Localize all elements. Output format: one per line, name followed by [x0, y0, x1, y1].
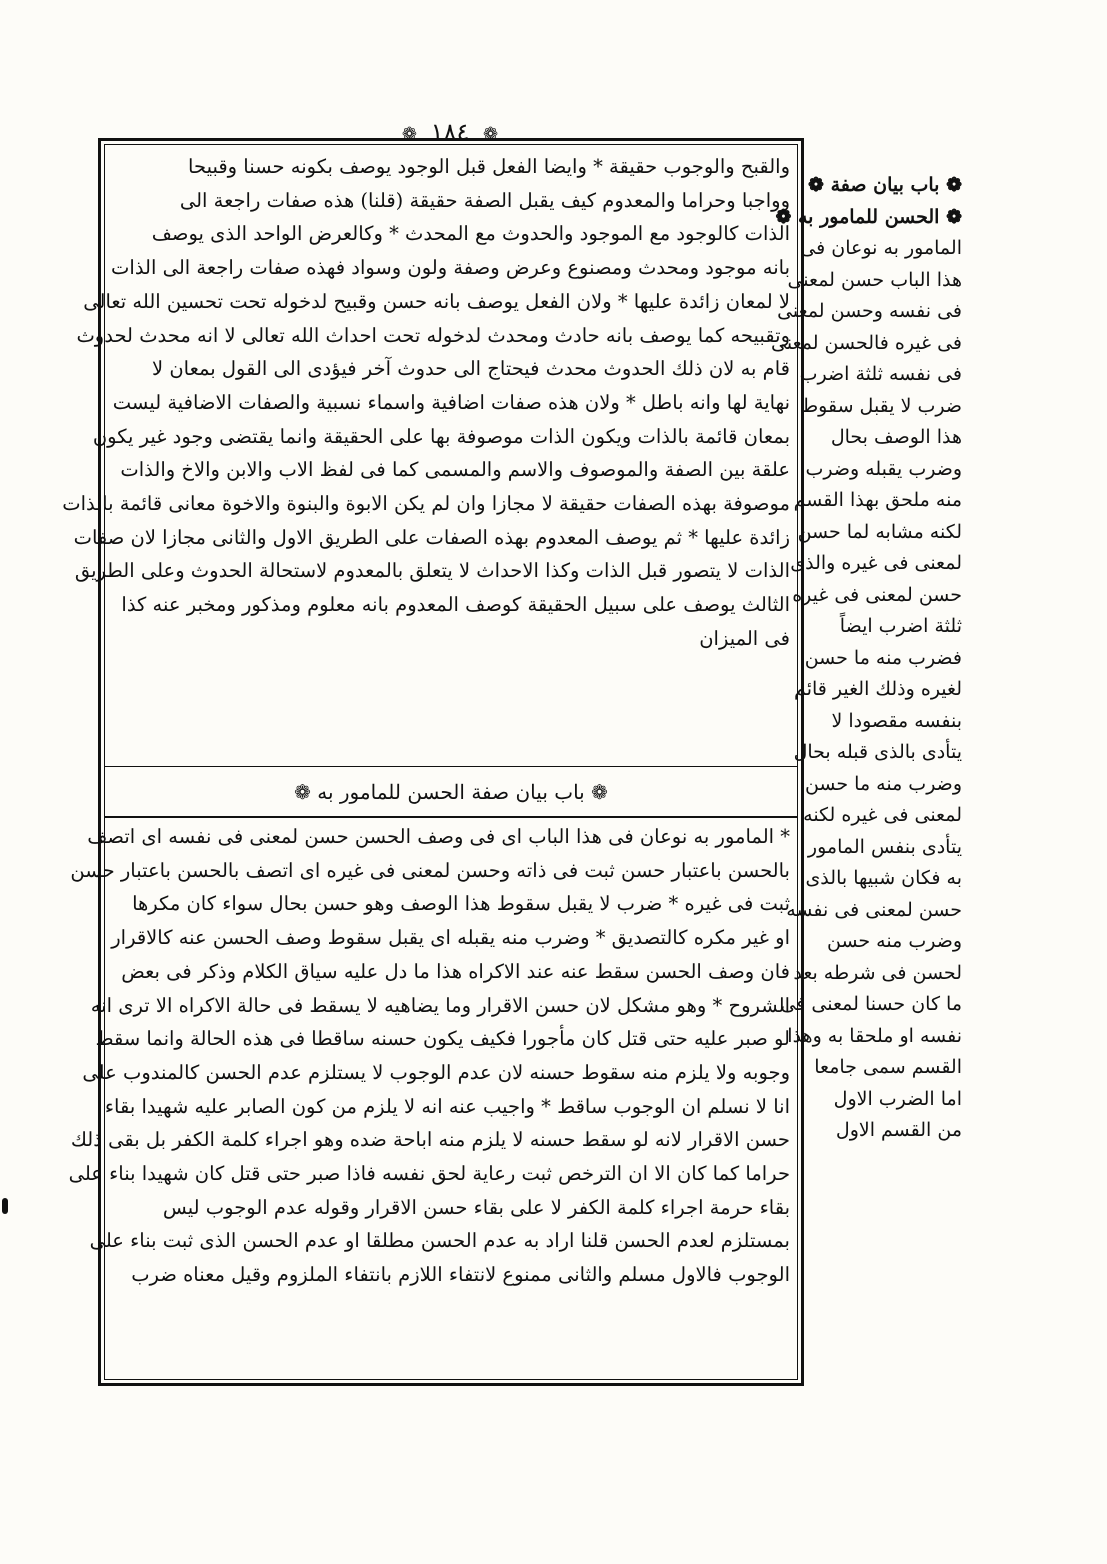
gloss-line: لحسن فى شرطه بعد: [793, 961, 962, 984]
text-line: الثالث يوصف على سبيل الحقيقة كوصف المعدوم بانه معلوم ومذكور ومخبر عنه كذا: [121, 593, 790, 617]
text-line: نهاية لها وانه باطل * ولان هذه صفات اضافية واسماء نسبية والصفات الاضافية ليست: [112, 390, 790, 414]
text-line: والقبح والوجوب حقيقة * وايضا الفعل قبل الوجود يوصف بكونه حسنا وقبيحا: [188, 155, 790, 178]
gloss-line: حسن لمعنى فى غيره: [792, 583, 962, 606]
gloss-line: منه ملحق بهذا القسم: [793, 489, 962, 511]
text-line: علقة بين الصفة والموصوف والاسم والمسمى كما فى لفظ الاب والابن والاخ والذات: [120, 458, 790, 482]
page-number-text: ١٨٤: [430, 118, 470, 146]
gloss-line: هذا الباب حسن لمعنى: [787, 268, 962, 291]
text-line: موصوفة بهذه الصفات حقيقة لا مجازا وان لم يكن الابوة والبنوة والاخوة معانى قائمة بالذات: [62, 492, 790, 516]
gloss-line: هذا الوصف بحال: [830, 426, 962, 448]
text-line: الذات لا يتصور قبل الذات وكذا الاحداث لا يتعلق بالمعدوم لاستحالة الحدوث وعلى الطريق: [74, 559, 790, 583]
text-line: الذات كالوجود مع الموجود والحدوث مع المحدث * وكالعرض الواحد الذى يوصف: [151, 222, 790, 246]
text-line: بمستلزم لعدم الحسن قلنا اراد به عدم الحسن مطلقا او عدم الحسن الذى ثبت بناء على: [89, 1229, 790, 1253]
text-line: فان وصف الحسن سقط عنه عند الاكراه هذا ما دل عليه سياق الكلام وذكر فى بعض: [121, 959, 790, 983]
text-line: لو صبر عليه حتى قتل كان مأجورا فكيف يكون حسنه ساقطا فى هذه الحالة وانما سقط: [95, 1027, 790, 1051]
main-text-bottom: [68, 820, 790, 1292]
section-header: ❁ باب بيان صفة الحسن للمامور به ❁: [294, 780, 608, 804]
gloss-line: ما كان حسنا لمعنى فى: [780, 993, 962, 1015]
gloss-line: فى غيره فالحسن لمعنى: [771, 331, 962, 354]
text-line: وجوبه ولا يلزم منه سقوط حسنه لان عدم الوجوب لا يستلزم عدم الحسن كالمندوب على: [82, 1060, 790, 1084]
main-text-top: [62, 150, 790, 656]
text-line: حراما كما كان الا ان الترخص ثبت رعاية لحق نفسه فاذا صبر حتى قتل كان شهيدا بناء على: [68, 1162, 790, 1186]
gloss-line: بنفسه مقصودا لا: [831, 709, 962, 732]
gloss-line: فضرب منه ما حسن: [804, 646, 962, 669]
gloss-line: حسن لمعنى فى نفسه: [786, 898, 962, 921]
gloss-line: يتأدى بنفس المامور: [807, 835, 962, 858]
divider-rule: [104, 766, 798, 767]
gloss-line: وضرب منه حسن: [826, 930, 962, 952]
gloss-line: من القسم الاول: [835, 1119, 962, 1141]
gloss-title: ❁ الحسن للمامور به ❁: [775, 205, 962, 228]
gloss-line: لمعنى فى غيره والذى: [790, 552, 962, 574]
gloss-line: ضرب لا يقبل سقوط: [800, 394, 962, 417]
text-line: وتقبيحه كما يوصف بانه حادث ومحدث لدخوله تحت احداث الله تعالى لا انه محدث لحدوث: [76, 323, 790, 347]
gloss-line: فى نفسه ثلثة اضرب: [799, 363, 962, 385]
text-line: فى الميزان: [699, 626, 790, 650]
text-line: حسن الاقرار لانه لو سقط حسنه لا يلزم منه اباحة ضده وهو اجراء كلمة الكفر بل بقى ذلك: [70, 1128, 790, 1152]
text-line: بقاء حرمة اجراء كلمة الكفر لا على بقاء حسن الاقرار وقوله عدم الوجوب ليس: [162, 1195, 790, 1219]
gloss-line: نفسه او ملحقا به وهذا: [787, 1024, 962, 1047]
gloss-line: به فكان شبيها بالذى: [805, 867, 962, 889]
gloss-line: ثلثة اضرب ايضاً: [839, 615, 962, 637]
gloss-line: المامور به نوعان فى: [800, 237, 962, 259]
gloss-line: اما الضرب الاول: [833, 1087, 962, 1110]
divider-rule: [104, 816, 798, 818]
text-line: وواجبا وحراما والمعدوم كيف يقبل الصفة حقيقة (قلنا) هذه صفات راجعة الى: [179, 188, 790, 212]
text-line: بمعان قائمة بالذات ويكون الذات موصوفة بها على الحقيقة وانما يقتضى وجود غير يكون: [92, 424, 790, 448]
text-line: * المامور به نوعان فى هذا الباب اى فى وصف الحسن حسن لمعنى فى نفسه اى اتصف: [87, 825, 790, 848]
text-line: بانه موجود ومحدث ومصنوع وعرض وصفة ولون وسواد فهذه صفات راجعة الى الذات: [111, 256, 790, 280]
text-line: لا لمعان زائدة عليها * ولان الفعل يوصف بانه حسن وقبيح لدخوله تحت تحسين الله تعالى: [83, 289, 790, 313]
gloss-line: وضرب منه ما حسن: [804, 772, 962, 795]
text-line: انا لا نسلم ان الوجوب ساقط * واجيب عنه انه لا يلزم من كون الصابر عليه شهيدا بقاء: [104, 1094, 790, 1118]
gloss-line: وضرب يقبله وضرب: [805, 457, 962, 480]
gloss-line: لكنه مشابه لما حسن: [797, 520, 962, 543]
text-line: الوجوب فالاول مسلم والثانى ممنوع لانتفاء اللازم بانتفاء الملزوم وقيل معناه ضرب: [131, 1263, 790, 1287]
gloss-line: لمعنى فى غيره لكنه: [803, 804, 962, 826]
text-line: ثبت فى غيره * ضرب لا يقبل سقوط هذا الوصف وهو حسن بحال سواء كان مكرها: [132, 892, 790, 916]
ornament-icon: ❁: [401, 124, 418, 145]
gloss-line: لغيره وذلك الغير قائم: [794, 678, 962, 700]
text-line: زائدة عليها * ثم يوصف المعدوم بهذه الصفات على الطريق الاول والثانى مجازا لان صفات: [73, 525, 790, 549]
ornament-icon: ❁: [482, 124, 499, 145]
text-line: او غير مكره كالتصديق * وضرب منه يقبله اى يقبل سقوط وصف الحسن عنه كالاقرار: [111, 926, 790, 950]
gloss-line: يتأدى بالذى قبله بحال: [793, 741, 962, 763]
text-line: الشروح * وهو مشكل لان حسن الاقرار وما يضاهيه لا يسقط فى حالة الاكراه الا ترى انه: [90, 993, 790, 1017]
gloss-line: فى نفسه وحسن لمعنى: [777, 300, 962, 322]
margin-gloss: [771, 170, 962, 1147]
text-line: قام به لان ذلك الحدوث محدث فيحتاج الى حدوث آخر فيؤدى الى القول بمعان لا: [152, 357, 790, 381]
scan-edge-mark: [2, 1198, 8, 1214]
gloss-title: ❁ باب بيان صفة ❁: [808, 174, 962, 196]
gloss-line: القسم سمى جامعا: [814, 1056, 962, 1078]
text-line: بالحسن باعتبار حسن ثبت فى ذاته وحسن لمعنى فى غيره اى اتصف بالحسن باعتبار حسن: [70, 858, 790, 882]
